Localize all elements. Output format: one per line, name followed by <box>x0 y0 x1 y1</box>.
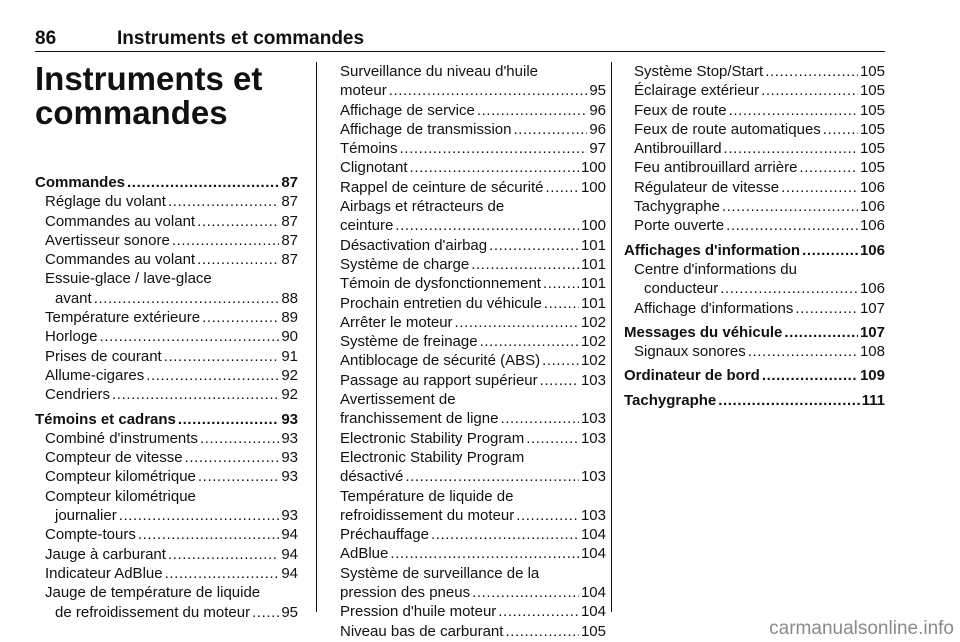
toc-page-number: 102 <box>580 352 606 370</box>
dot-leader <box>762 366 858 385</box>
toc-page-number: 106 <box>859 198 885 216</box>
toc-entry[interactable] <box>624 62 885 81</box>
toc-page-number: 100 <box>580 217 606 235</box>
toc-entry[interactable] <box>340 602 606 621</box>
dot-leader <box>545 178 579 197</box>
dot-leader <box>761 81 858 100</box>
toc-entry-text: Messages du véhicule <box>624 323 783 341</box>
dot-leader <box>718 391 859 410</box>
toc-entry-text: Système Stop/Start <box>634 63 764 80</box>
dot-leader <box>724 139 858 158</box>
toc-entry-text: conducteur <box>644 280 719 298</box>
dot-leader <box>802 241 858 260</box>
dot-leader <box>198 467 279 486</box>
dot-leader <box>726 216 858 235</box>
toc-page-number: 88 <box>281 289 298 307</box>
toc-entry-text: Température extérieure <box>45 309 201 327</box>
dot-leader <box>197 250 279 269</box>
toc-entry[interactable] <box>340 139 606 158</box>
toc-page-number: 95 <box>281 603 298 621</box>
toc-page-number: 104 <box>580 584 606 602</box>
toc-entry-text: Avertissement de <box>340 391 456 409</box>
toc-page-number: 103 <box>580 410 606 428</box>
toc-entry-text: Centre d'informations du <box>634 260 797 278</box>
dot-leader <box>472 583 579 602</box>
toc-entry-text: Feu antibrouillard arrière <box>634 159 798 177</box>
toc-page-number: 102 <box>580 333 606 351</box>
toc-entry-text: Electronic Stability Program <box>340 448 525 466</box>
toc-page-number: 105 <box>580 622 606 640</box>
toc-entry[interactable] <box>35 385 298 404</box>
dot-leader <box>138 525 279 544</box>
toc-entry-text: Pression d'huile moteur <box>340 603 497 621</box>
dot-leader <box>720 279 858 298</box>
toc-entry[interactable] <box>340 120 606 139</box>
toc-page-number: 97 <box>589 140 606 158</box>
toc-entry-text: Tachygraphe <box>634 198 720 216</box>
toc-entry-text: Compteur kilométrique <box>45 468 196 486</box>
toc-entry-text: Commandes au volant <box>45 212 196 230</box>
toc-entry-text: Arrêter le moteur <box>340 313 453 331</box>
dot-leader <box>455 313 579 332</box>
toc-entry-text: Éclairage extérieur <box>634 82 760 100</box>
page-header <box>35 28 885 53</box>
toc-entry[interactable] <box>35 308 298 327</box>
toc-page-number: 111 <box>861 391 885 409</box>
toc-entry[interactable] <box>340 197 606 236</box>
toc-entry-text: Horloge <box>45 328 98 346</box>
toc-entry[interactable] <box>35 250 298 269</box>
dot-leader <box>781 178 858 197</box>
dot-leader <box>200 429 279 448</box>
toc-page-number: 103 <box>580 506 606 524</box>
toc-page-number: 105 <box>859 159 885 177</box>
toc-entry-text: Indicateur AdBlue <box>45 564 163 582</box>
toc-page-number: 96 <box>589 120 606 138</box>
dot-leader <box>390 544 579 563</box>
toc-entry-text: Clignotant <box>340 159 408 177</box>
toc-entry[interactable] <box>624 158 885 177</box>
toc-entry[interactable] <box>624 139 885 158</box>
column-divider <box>316 62 317 612</box>
toc-entry[interactable] <box>624 197 885 216</box>
toc-entries-col1 <box>35 173 298 622</box>
toc-page-number: 105 <box>859 63 885 80</box>
toc-page-number: 104 <box>580 526 606 544</box>
toc-entry[interactable] <box>35 487 298 526</box>
toc-entry[interactable] <box>624 342 885 361</box>
toc-page-number: 94 <box>281 545 298 563</box>
toc-entry[interactable] <box>340 274 606 293</box>
dot-leader <box>146 366 279 385</box>
toc-entry-text: Rappel de ceinture de sécurité <box>340 178 544 196</box>
dot-leader <box>765 62 858 81</box>
toc-entry-text: Electronic Stability Program <box>340 429 525 447</box>
toc-page-number: 91 <box>281 347 298 365</box>
toc-page-number: 105 <box>859 101 885 119</box>
toc-entry-text: Airbags et rétracteurs de <box>340 198 505 216</box>
toc-entry[interactable] <box>35 327 298 346</box>
section-title-line-1: Instruments et <box>35 60 263 97</box>
toc-page-number: 108 <box>859 343 885 361</box>
toc-entry[interactable] <box>624 101 885 120</box>
toc-entry[interactable] <box>35 231 298 250</box>
toc-page-number: 93 <box>281 507 298 525</box>
dot-leader <box>168 192 279 211</box>
dot-leader <box>172 231 280 250</box>
toc-entry[interactable] <box>35 192 298 211</box>
toc-entry[interactable] <box>340 236 606 255</box>
toc-entry-text: désactivé <box>340 468 404 486</box>
toc-page-number: 107 <box>859 323 885 341</box>
toc-entry-text: Commandes au volant <box>45 251 196 269</box>
toc-page-number: 103 <box>580 371 606 389</box>
dot-leader <box>197 212 279 231</box>
toc-entry[interactable] <box>340 371 606 390</box>
toc-entry[interactable] <box>624 120 885 139</box>
toc-entry[interactable] <box>624 260 885 299</box>
dot-leader <box>540 371 579 390</box>
toc-entry-text: Essuie-glace / lave-glace <box>45 270 212 288</box>
toc-entry-text: Témoin de dysfonctionnement <box>340 275 541 293</box>
dot-leader <box>543 274 579 293</box>
toc-entry-text: avant <box>55 289 92 307</box>
toc-entry[interactable] <box>340 332 606 351</box>
toc-entry-text: Signaux sonores <box>634 343 746 361</box>
toc-entry-text: Température de liquide de <box>340 487 514 505</box>
toc-page-number: 96 <box>589 101 606 119</box>
toc-page-number: 106 <box>859 217 885 235</box>
toc-page-number: 92 <box>281 386 298 404</box>
toc-entry[interactable] <box>35 269 298 308</box>
dot-leader <box>178 410 279 429</box>
dot-leader <box>185 448 280 467</box>
toc-page-number: 105 <box>859 120 885 138</box>
toc-entry[interactable] <box>624 241 885 260</box>
toc-page-number: 106 <box>859 280 885 298</box>
header-title: Instruments et commandes <box>117 28 365 49</box>
toc-entry[interactable] <box>340 255 606 274</box>
toc-page-number: 104 <box>580 545 606 563</box>
dot-leader <box>480 332 579 351</box>
toc-entry-text: Régulateur de vitesse <box>634 178 780 196</box>
toc-column-2 <box>340 62 606 641</box>
toc-entry[interactable] <box>340 448 606 487</box>
toc-entry-text: Combiné d'instruments <box>45 429 198 447</box>
toc-entry-text: Jauge de température de liquide <box>45 584 261 602</box>
toc-entry[interactable] <box>340 544 606 563</box>
toc-entry-text: Niveau bas de carburant <box>340 622 504 640</box>
dot-leader <box>513 120 587 139</box>
toc-entry[interactable] <box>340 294 606 313</box>
toc-entry[interactable] <box>624 81 885 100</box>
dot-leader <box>722 197 858 216</box>
toc-entry-text: Jauge à carburant <box>45 545 166 563</box>
toc-entry-text: Système de freinage <box>340 333 478 351</box>
toc-entry[interactable] <box>340 564 606 603</box>
toc-entry-text: Témoins et cadrans <box>35 410 176 428</box>
toc-entry[interactable] <box>624 323 885 342</box>
toc-entry[interactable] <box>35 467 298 486</box>
toc-entry[interactable] <box>340 101 606 120</box>
toc-page-number: 101 <box>580 255 606 273</box>
toc-entry-text: pression des pneus <box>340 584 471 602</box>
toc-page-number: 87 <box>281 193 298 211</box>
dot-leader <box>168 545 279 564</box>
toc-entry[interactable] <box>340 525 606 544</box>
toc-entry-text: Allume-cigares <box>45 366 145 384</box>
header-rule <box>35 51 885 52</box>
toc-entry-text: Témoins <box>340 140 398 158</box>
section-title <box>35 62 298 130</box>
dot-leader <box>526 429 579 448</box>
dot-leader <box>729 101 858 120</box>
toc-entry-text: Cendriers <box>45 386 111 404</box>
toc-entry[interactable] <box>35 212 298 231</box>
toc-page-number: 102 <box>580 313 606 331</box>
toc-entries-col3 <box>624 62 885 410</box>
toc-page-number: 103 <box>580 429 606 447</box>
toc-page-number: 109 <box>859 367 885 385</box>
toc-entry-text: moteur <box>340 82 387 100</box>
dot-leader <box>164 347 280 366</box>
toc-entries-col2 <box>340 62 606 641</box>
toc-entry-text: ceinture <box>340 217 394 235</box>
toc-entry[interactable] <box>35 410 298 429</box>
toc-page-number: 93 <box>281 468 298 486</box>
toc-entry-text: Ordinateur de bord <box>624 367 760 385</box>
page-number: 86 <box>35 28 57 49</box>
toc-entry[interactable] <box>340 351 606 370</box>
toc-page-number: 94 <box>281 526 298 544</box>
toc-page-number: 87 <box>281 251 298 269</box>
toc-entry-text: Tachygraphe <box>624 391 717 409</box>
toc-entry[interactable] <box>35 448 298 467</box>
toc-entry[interactable] <box>35 583 298 622</box>
dot-leader <box>823 120 858 139</box>
toc-page-number: 104 <box>580 603 606 621</box>
toc-entry[interactable] <box>35 564 298 583</box>
toc-entry[interactable] <box>624 366 885 385</box>
dot-leader <box>542 351 579 370</box>
dot-leader <box>395 216 579 235</box>
dot-leader <box>389 81 588 100</box>
toc-page-number: 87 <box>281 212 298 230</box>
toc-entry-text: Antibrouillard <box>634 140 722 158</box>
section-title-line-2: commandes <box>35 94 228 131</box>
toc-page-number: 101 <box>580 275 606 293</box>
toc-page-number: 105 <box>859 82 885 100</box>
toc-page-number: 107 <box>859 299 885 317</box>
toc-entry-text: Passage au rapport supérieur <box>340 371 538 389</box>
toc-page-number: 101 <box>580 294 606 312</box>
toc-page-number: 100 <box>580 178 606 196</box>
dot-leader <box>500 409 579 428</box>
toc-entry[interactable] <box>340 158 606 177</box>
toc-page-number: 94 <box>281 564 298 582</box>
toc-entry[interactable] <box>340 390 606 429</box>
dot-leader <box>165 564 280 583</box>
toc-page-number: 106 <box>859 241 885 259</box>
toc-entry[interactable] <box>35 545 298 564</box>
toc-entry-text: Système de charge <box>340 255 470 273</box>
toc-entry[interactable] <box>624 216 885 235</box>
dot-leader <box>748 342 858 361</box>
dot-leader <box>471 255 579 274</box>
toc-entry-text: Préchauffage <box>340 526 429 544</box>
dot-leader <box>202 308 279 327</box>
toc-page-number: 87 <box>281 174 298 191</box>
toc-entry-text: Compteur de vitesse <box>45 449 183 467</box>
toc-entry[interactable] <box>35 366 298 385</box>
toc-entry[interactable] <box>35 347 298 366</box>
toc-page-number: 105 <box>859 140 885 158</box>
dot-leader <box>795 299 858 318</box>
toc-page-number: 89 <box>281 309 298 327</box>
dot-leader <box>94 289 280 308</box>
toc-entry-text: Système de surveillance de la <box>340 564 540 582</box>
watermark: carmanualsonline.info <box>769 618 954 639</box>
toc-entry-text: journalier <box>55 507 117 525</box>
toc-entry-text: Affichages d'information <box>624 241 801 259</box>
toc-entry[interactable] <box>340 313 606 332</box>
dot-leader <box>784 323 858 342</box>
toc-entry-text: Compteur kilométrique <box>45 487 196 505</box>
toc-entry[interactable] <box>340 62 606 101</box>
toc-column-1 <box>35 62 298 622</box>
toc-entry-text: Surveillance du niveau d'huile <box>340 63 538 80</box>
dot-leader <box>400 139 588 158</box>
toc-entry-text: Prochain entretien du véhicule <box>340 294 542 312</box>
toc-entry-text: Prises de courant <box>45 347 162 365</box>
toc-page-number: 87 <box>281 231 298 249</box>
toc-entry-text: franchissement de ligne <box>340 410 499 428</box>
toc-page-number: 93 <box>281 429 298 447</box>
toc-entry-text: Feux de route <box>634 101 727 119</box>
toc-entry-text: Feux de route automatiques <box>634 120 821 138</box>
toc-entry[interactable] <box>35 173 298 192</box>
dot-leader <box>544 294 579 313</box>
toc-page-number: 106 <box>859 178 885 196</box>
toc-entry[interactable] <box>340 622 606 641</box>
toc-entry[interactable] <box>624 178 885 197</box>
dot-leader <box>799 158 858 177</box>
dot-leader <box>252 603 279 622</box>
toc-entry-text: Affichage de service <box>340 101 475 119</box>
toc-entry-text: Commandes <box>35 174 126 191</box>
dot-leader <box>112 385 279 404</box>
toc-entry[interactable] <box>340 429 606 448</box>
dot-leader <box>410 158 579 177</box>
toc-entry[interactable] <box>624 391 885 410</box>
toc-page-number: 101 <box>580 236 606 254</box>
dot-leader <box>516 506 579 525</box>
toc-page-number: 92 <box>281 366 298 384</box>
toc-entry-text: Affichage de transmission <box>340 120 512 138</box>
dot-leader <box>127 173 279 192</box>
toc-entry-text: refroidissement du moteur <box>340 506 515 524</box>
toc-entry[interactable] <box>624 299 885 318</box>
toc-entry-text: Avertisseur sonore <box>45 231 170 249</box>
toc-entry-text: Porte ouverte <box>634 217 725 235</box>
toc-column-3 <box>624 62 885 410</box>
toc-entry-text: Désactivation d'airbag <box>340 236 488 254</box>
toc-entry[interactable] <box>340 178 606 197</box>
dot-leader <box>498 602 579 621</box>
column-divider <box>611 62 612 612</box>
toc-entry-text: AdBlue <box>340 545 389 563</box>
toc-page-number: 93 <box>281 410 298 428</box>
dot-leader <box>405 467 579 486</box>
dot-leader <box>477 101 588 120</box>
toc-entry-text: Affichage d'informations <box>634 299 794 317</box>
toc-page-number: 93 <box>281 449 298 467</box>
toc-page-number: 90 <box>281 328 298 346</box>
toc-page-number: 95 <box>589 82 606 100</box>
toc-entry-text: de refroidissement du moteur <box>55 603 251 621</box>
toc-entry[interactable] <box>35 429 298 448</box>
toc-entry[interactable] <box>35 525 298 544</box>
toc-entry-text: Réglage du volant <box>45 193 166 211</box>
dot-leader <box>505 622 579 641</box>
toc-page-number: 103 <box>580 468 606 486</box>
toc-entry[interactable] <box>340 487 606 526</box>
toc-entry-text: Antiblocage de sécurité (ABS) <box>340 352 541 370</box>
toc-entry-text: Compte-tours <box>45 526 136 544</box>
dot-leader <box>100 327 280 346</box>
dot-leader <box>119 506 280 525</box>
toc-page-number: 100 <box>580 159 606 177</box>
dot-leader <box>431 525 579 544</box>
dot-leader <box>489 236 579 255</box>
